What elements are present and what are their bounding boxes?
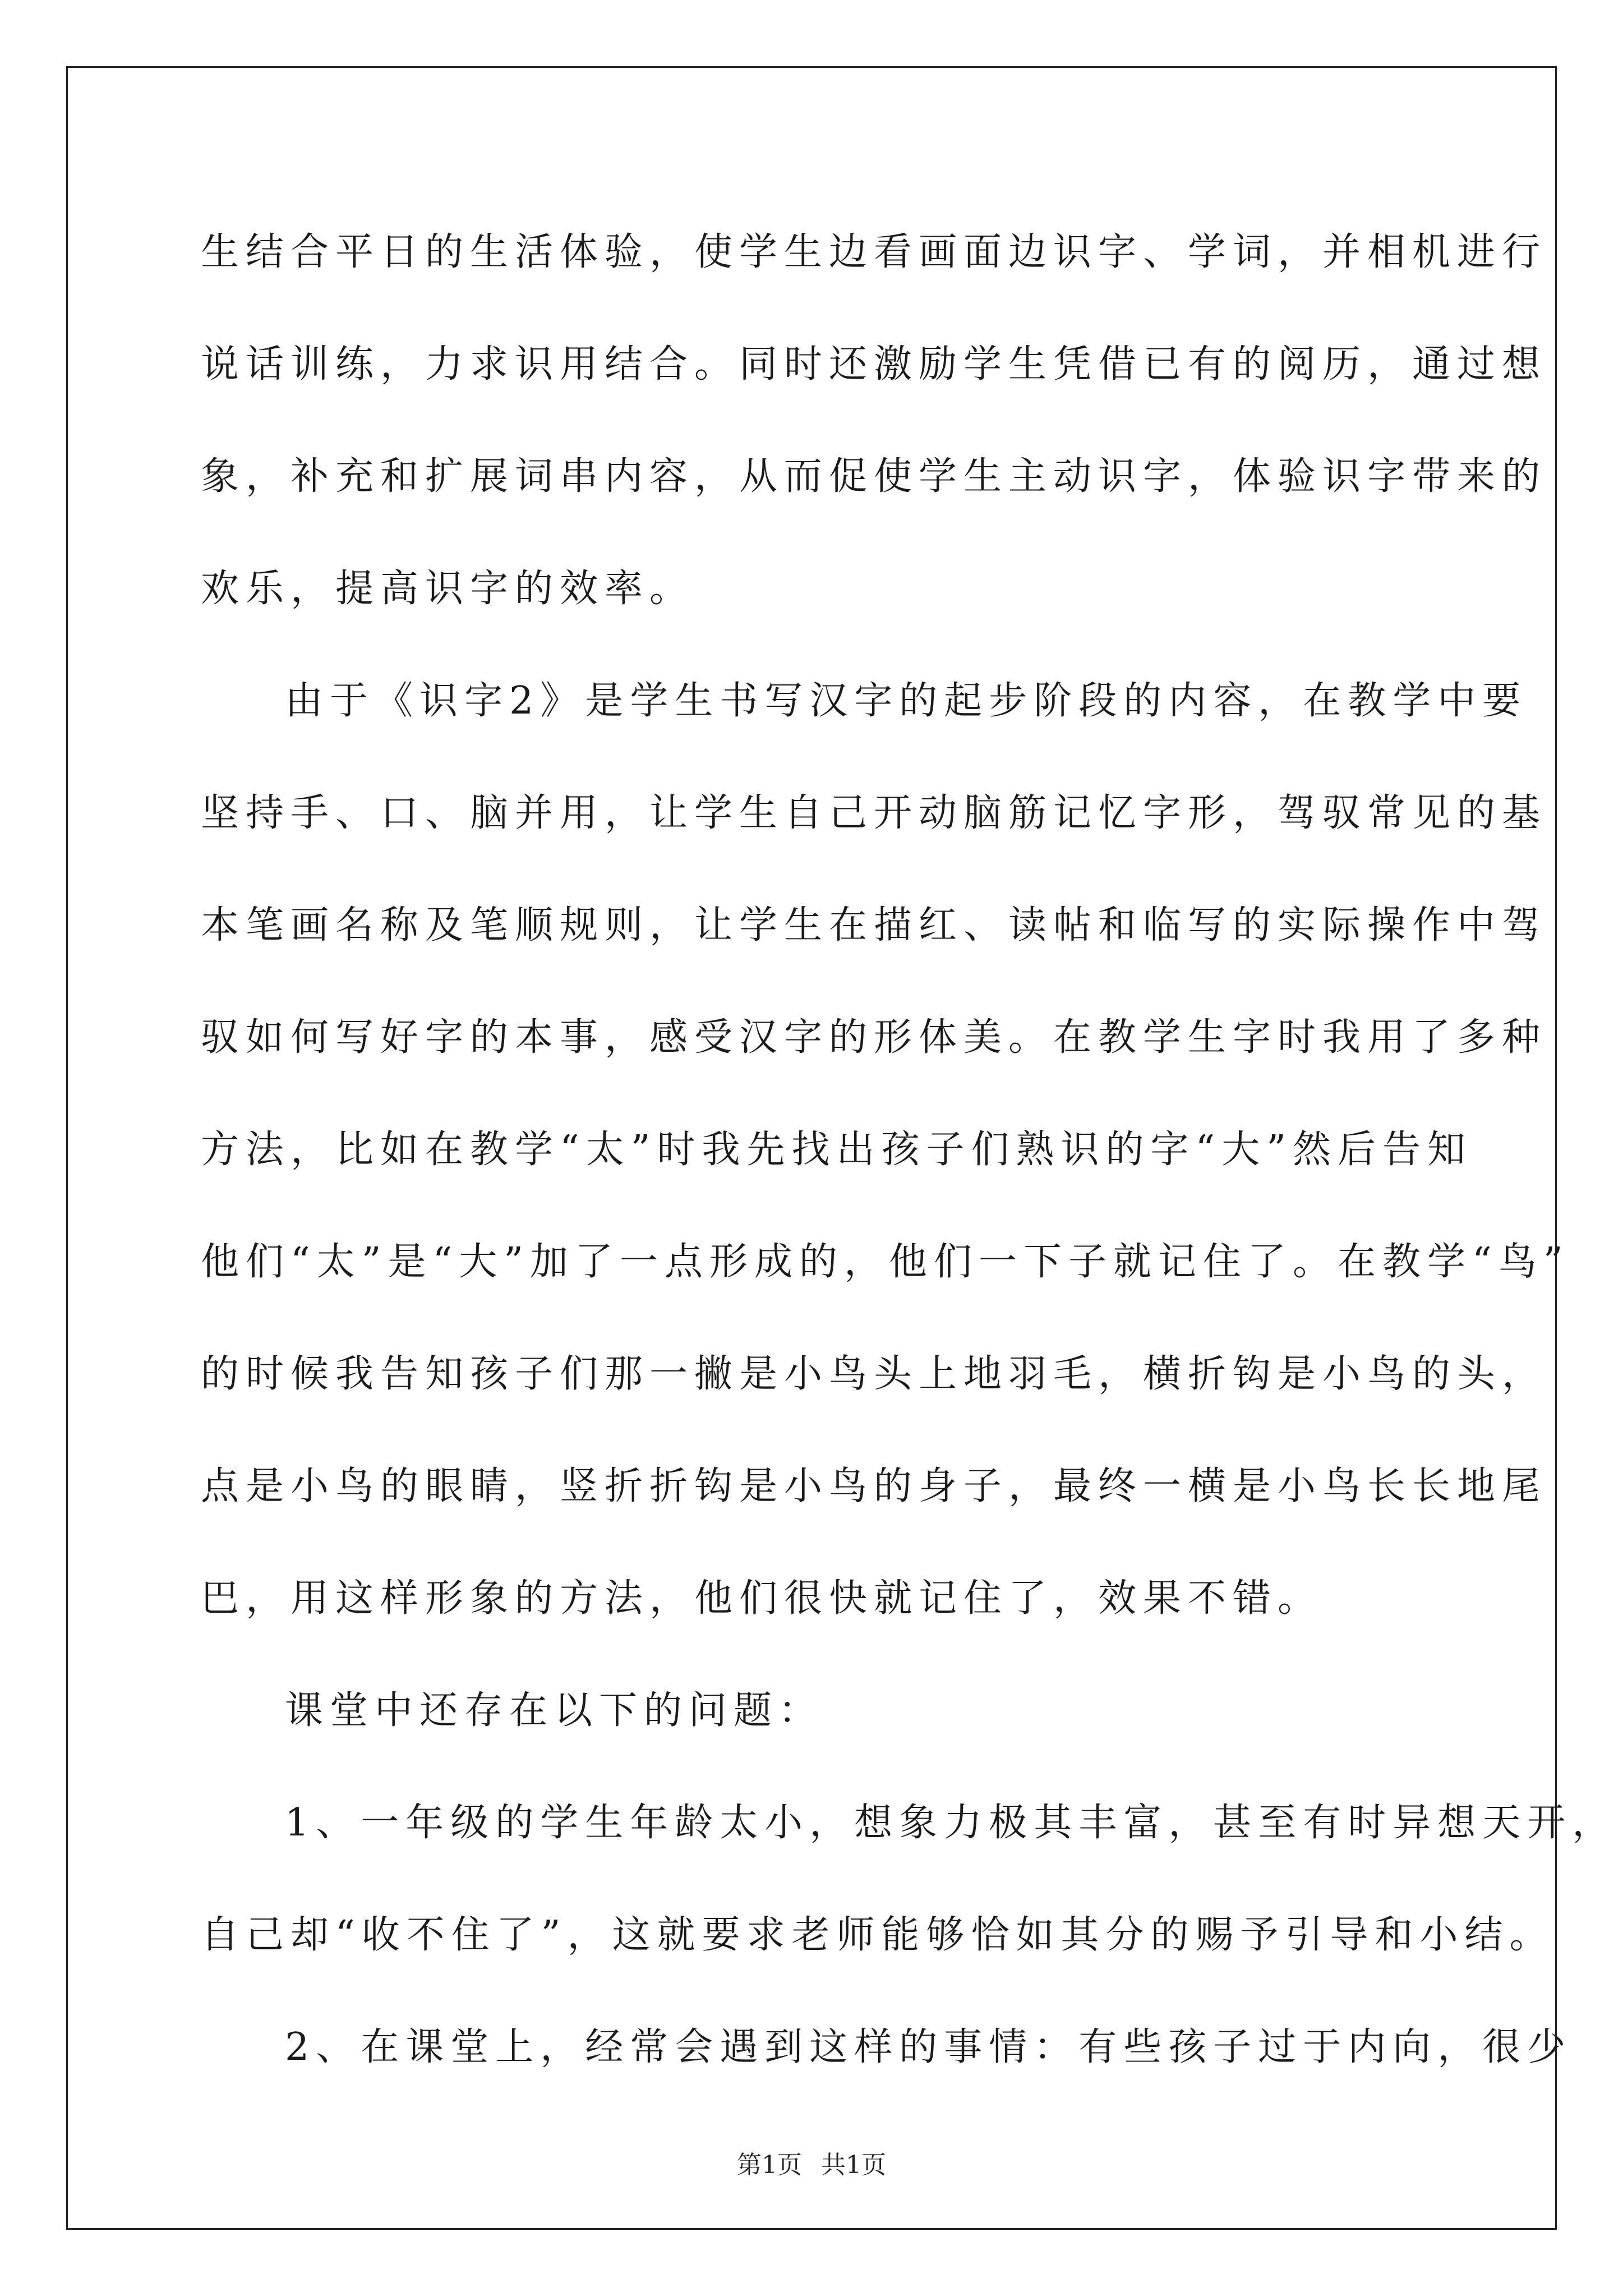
page-footer [0, 2148, 1623, 2182]
text-line: 象，补充和扩展词串内容，从而促使学生主动识字，体验识字带来的 [201, 454, 1547, 499]
text-line: 1、一年级的学生年龄太小，想象力极其丰富，甚至有时异想天开， [285, 1801, 1617, 1845]
text-line: 生结合平日的生活体验，使学生边看画面边识字、学词，并相机进行 [201, 230, 1547, 274]
text-line: 由于《识字2》是学生书写汉字的起步阶段的内容，在教学中要 [285, 679, 1528, 723]
text-line: 驭如何写好字的本事，感受汉字的形体美。在教学生字时我用了多种 [201, 1015, 1547, 1060]
text-line: 方法，比如在教学“太”时我先找出孩子们熟识的字“大”然后告知 [201, 1128, 1473, 1172]
page-number: 第1页 [737, 2151, 802, 2179]
page-total: 共1页 [821, 2151, 886, 2179]
text-line: 坚持手、口、脑并用，让学生自己开动脑筋记忆字形，驾驭常见的基 [201, 791, 1547, 835]
document-body [201, 208, 1617, 2115]
text-line: 自己却“收不住了”，这就要求老师能够恰如其分的赐予引导和小结。 [201, 1913, 1555, 1957]
text-line: 课堂中还存在以下的问题： [285, 1688, 824, 1733]
text-line: 2、在课堂上，经常会遇到这样的事情：有些孩子过于内向，很少 [285, 2025, 1573, 2069]
text-line: 点是小鸟的眼睛，竖折折钩是小鸟的身子，最终一横是小鸟长长地尾 [201, 1464, 1547, 1508]
text-line: 的时候我告知孩子们那一撇是小鸟头上地羽毛，横折钩是小鸟的头， [201, 1352, 1547, 1396]
text-line: 巴，用这样形象的方法，他们很快就记住了，效果不错。 [201, 1576, 1323, 1621]
text-line: 欢乐，提高识字的效率。 [201, 567, 695, 611]
text-line: 说话训练，力求识用结合。同时还激励学生凭借已有的阅历，通过想 [201, 342, 1547, 386]
text-line: 他们“太”是“大”加了一点形成的，他们一下子就记住了。在教学“鸟” [201, 1240, 1570, 1284]
text-line: 本笔画名称及笔顺规则，让学生在描红、读帖和临写的实际操作中驾 [201, 903, 1547, 947]
